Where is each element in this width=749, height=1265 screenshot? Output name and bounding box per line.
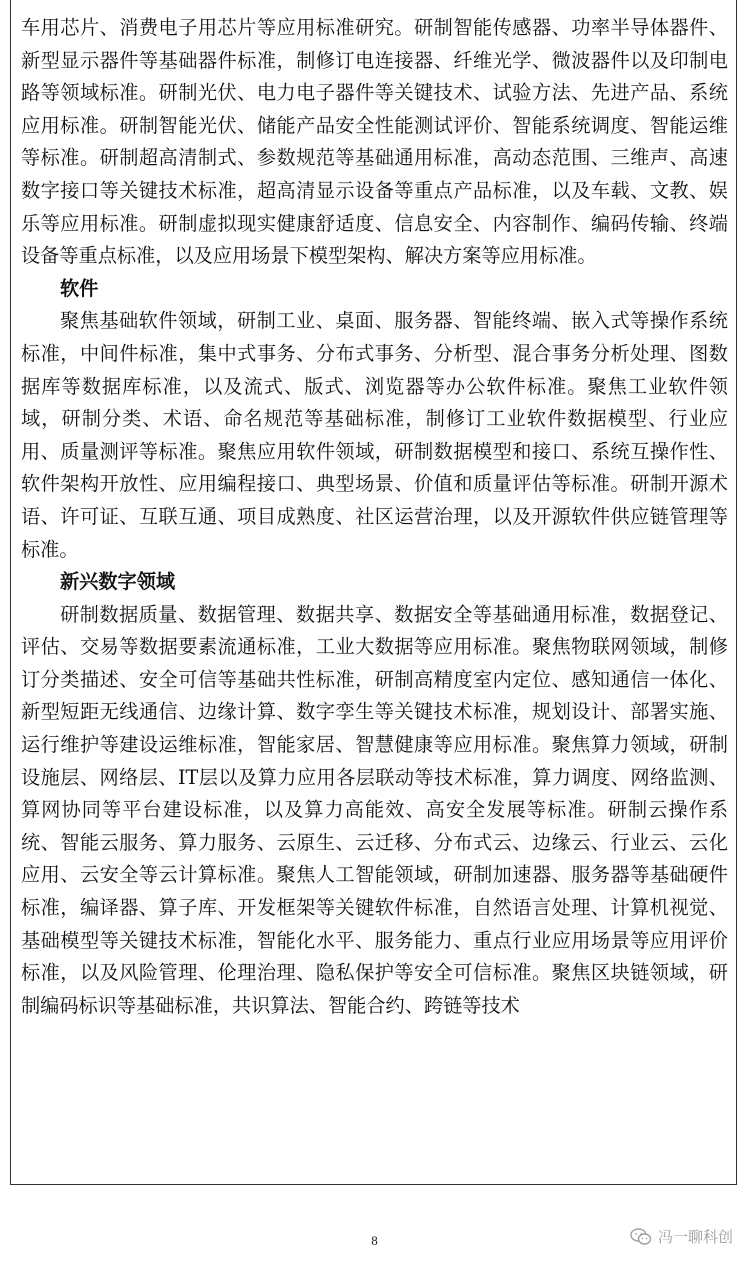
paragraph-intro: 车用芯片、消费电子用芯片等应用标准研究。研制智能传感器、功率半导体器件、新型显示器件等基础器件标准，制修订电连接器、纤维光学、微波器件以及印制电路等领域标准。研制光伏、电力电子器件等关键技术、试验方法、先进产品、系统应用标准。研制智能光伏、储能产品安全性能测试评价、智能系统调度、智能运维等标准。研制超高清制式、参数规范等基础通用标准，高动态范围、三维声、高速数字接口等关键技术标准，超高清显示设备等重点产品标准，以及车载、文教、娱乐等应用标准。研制虚拟现实健康舒适度、信息安全、内容制作、编码传输、终端设备等重点标准，以及应用场景下模型架构、解决方案等应用标准。 — [21, 16, 728, 268]
watermark-text: 冯一聊科创 — [657, 1228, 733, 1246]
paragraph-software: 聚焦基础软件领域，研制工业、桌面、服务器、智能终端、嵌入式等操作系统标准，中间件标准，集中式事务、分布式事务、分析型、混合事务分析处理、图数据库等数据库标准，以及流式、版式、浏览器等办公软件标准。聚焦工业软件领域，研制分类、术语、命名规范等基础标准，制修订工业软件数据模型、行业应用、质量测评等标准。聚焦应用软件领域，研制数据模型和接口、系统互操作性、软件架构开放性、应用编程接口、典型场景、价值和质量评估等标准。研制开源术语、许可证、互联互通、项目成熟度、社区运营治理，以及开源软件供应链管理等标准。 — [21, 309, 728, 561]
watermark — [630, 1226, 733, 1247]
section-heading-emerging-digital: 新兴数字领域 — [60, 570, 176, 594]
page-number: 8 — [371, 1233, 378, 1248]
wechat-icon — [630, 1228, 652, 1246]
document-body — [21, 12, 728, 1022]
section-heading-software: 软件 — [60, 276, 99, 300]
paragraph-emerging-digital: 研制数据质量、数据管理、数据共享、数据安全等基础通用标准，数据登记、评估、交易等数据要素流通标准，工业大数据等应用标准。聚焦物联网领域，制修订分类描述、安全可信等基础共性标准，研制高精度室内定位、感知通信一体化、新型短距无线通信、边缘计算、数字孪生等关键技术标准，规划设计、部署实施、运行维护等建设运维标准，智能家居、智慧健康等应用标准。聚焦算力领域，研制设施层、网络层、IT层以及算力应用各层联动等技术标准，算力调度、网络监测、算网协同等平台建设标准，以及算力高能效、高安全发展等标准。研制云操作系统、智能云服务、算力服务、云原生、云迁移、分布式云、边缘云、行业云、云化应用、云安全等云计算标准。聚焦人工智能领域，研制加速器、服务器等基础硬件标准，编译器、算子库、开发框架等关键软件标准，自然语言处理、计算机视觉、基础模型等关键技术标准，智能化水平、服务能力、重点行业应用场景等应用评价标准，以及风险管理、伦理治理、隐私保护等安全可信标准。聚焦区块链领域，研制编码标识等基础标准，共识算法、智能合约、跨链等技术 — [21, 602, 728, 1017]
